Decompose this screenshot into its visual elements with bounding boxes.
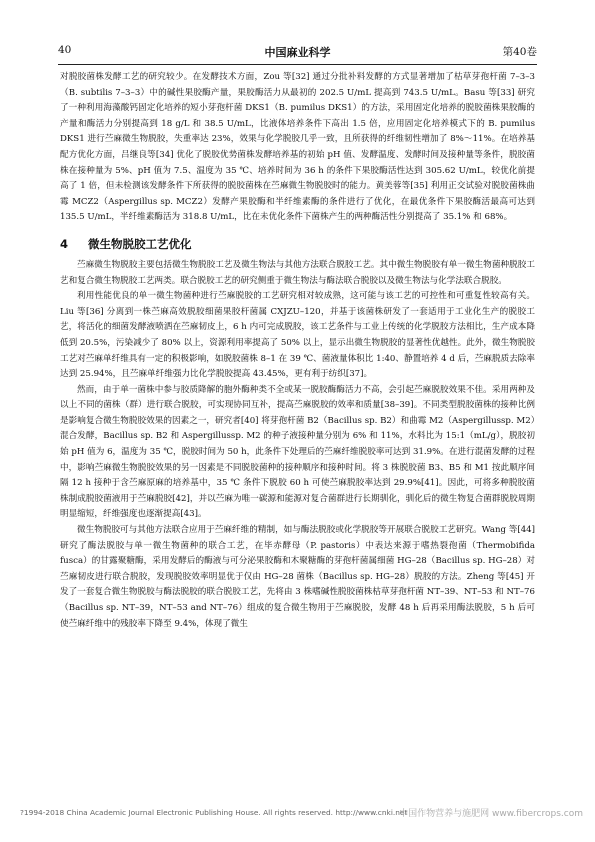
paragraph: 微生物脱胶可与其他方法联合应用于苎麻纤维的精制，如与酶法脱胶或化学脱胶等开展联合脱胶工艺研究。Wang 等[44] 研究了酶法脱胶与单一微生物菌种的联合工艺，在毕赤酵母（P. pastoris）中表达来源于嗜热裂孢菌（Thermobifida fusca）的甘露聚糖酶，采用发酵后的酶液与可分泌果胶酶和木聚糖酶的芽孢杆菌属细菌 HG–28（Bacillus sp. HG–28）对苎麻韧皮进行联合脱胶，发现脱胶效率明显优于仅由 HG–28 菌株（Bacillus sp. HG–28）脱胶的方法。Zheng 等[45] 开发了一套复合微生物脱胶与酶法脱胶的联合脱胶工艺，先将由 3 株嗜碱性脱胶菌株枯草芽孢杆菌 NT–39、NT–53 和 NT–76（Bacillus sp. NT–39，NT–53 and NT–76）组成的复合微生物用于苎麻脱胶，发酵 48 h 后再采用酶法脱胶，5 h 后可使苎麻纤维中的残胶率下降至 9.4%，体现了微生 xyxy=(60,525,535,629)
section-heading xyxy=(60,236,535,252)
page-number: 40 xyxy=(58,44,72,56)
copyright-line: ?1994-2018 China Academic Journal Electronic Publishing House. All rights reserved. http://www.cnki.net xyxy=(20,808,408,817)
journal-title: 中国麻业科学 xyxy=(264,46,331,59)
article-body xyxy=(60,70,535,632)
paragraph: 然而，由于单一菌株中参与胶质降解的胞外酶种类不全或某一脱胶酶酶活力不高，会引起苎麻脱胶效果不佳。采用两种及以上不同的菌株（群）进行联合脱胶，可实现协同互补，提高苎麻脱胶的效率和质量[38–39]。不同类型脱胶菌株的接种比例是影响复合微生物脱胶效果的因素之一，研究者[40] 将芽孢杆菌 B2（Bacillus sp. B2）和曲霉 M2（Aspergillussp. M2）混合发酵，Bacillus sp. B2 和 Aspergillussp. M2 的种子液接种量分别为 6% 和 11%，水料比为 15:1（mL/g），脱胶初始 pH 值为 6，温度为 35 ℃，脱胶时间为 50 h，此条件下处理后的苎麻纤维脱胶率可达到 31.9%。在进行混菌发酵的过程中，影响苎麻微生物脱胶效果的另一因素是不同脱胶菌种的接种顺序和接种时间。将 3 株脱胶菌 B3、B5 和 M1 按此顺序间隔 12 h 接种于含苎麻原麻的培养基中，35 ℃ 条件下脱胶 60 h 可使苎麻脱胶率达到 29.9%[41]。因此，可将多种脱胶菌株制成脱胶菌液用于苎麻脱胶[42]，并以苎麻为唯一碳源和能源对复合菌群进行长期驯化，驯化后的微生物复合菌群脱胶周期明显缩短，纤维强度也逐渐提高[43]。 xyxy=(60,384,535,520)
volume-label: 第40卷 xyxy=(502,46,537,58)
paragraph: 苎麻微生物脱胶主要包括微生物脱胶工艺及微生物法与其他方法联合脱胶工艺。其中微生物脱胶有单一微生物菌种脱胶工艺和复合微生物脱胶工艺两类。联合脱胶工艺的研究侧重于微生物法与酶法联合脱胶以及微生物法与化学法联合脱胶。 xyxy=(60,259,535,286)
watermark: 中国作物营养与施肥网 www.fibercrops.com xyxy=(399,809,583,819)
paragraph: 利用性能优良的单一微生物菌种进行苎麻脱胶的工艺研究相对较成熟，这可能与该工艺的可控性和可重复性较高有关。Liu 等[36] 分离到一株苎麻高效脱胶细菌果胶杆菌属 CXJZU–120，并基于该菌株研发了一套适用于工业化生产的脱胶工艺，将活化的细菌发酵液喷洒在苎麻韧皮上，6 h 内可完成脱胶，该工艺条件与工业上传统的化学脱胶方法相比，生产成本降低到 20.5%，污染减少了 80% 以上，资源利用率提高了 50% 以上，显示出微生物脱胶的显著性优越性。此外，微生物脱胶工艺对苎麻单纤维具有一定的积极影响，如脱胶菌株 8–1 在 39 ℃、菌液量体积比 1:40、静置培养 4 d 后，苎麻脱质去除率达到 25.94%，且苎麻单纤维强力比化学脱胶提高 43.45%，更有利于纺织[37]。 xyxy=(60,291,535,380)
section-title: 微生物脱胶工艺优化 xyxy=(88,236,192,251)
header-rule xyxy=(58,64,537,65)
section-number: 4 xyxy=(60,236,69,251)
page-header xyxy=(58,44,537,60)
paragraph: 对脱胶菌株发酵工艺的研究较少。在发酵技术方面，Zou 等[32] 通过分批补料发酵的方式显著增加了枯草芽孢杆菌 7–3–3（B. subtilis 7–3–3）中的碱性果胶酶产量，果胶酶活力从最初的 202.5 U/mL 提高到 743.5 U/mL。Basu 等[33] 研究了一种利用海藻酸钙固定化培养的短小芽孢杆菌 DKS1（B. pumilus DKS1）的方法，采用固定化培养的脱胶菌株果胶酶的产量和酶活力分别提高到 18 g/L 和 38.5 U/mL，比液体培养条件下高出 1.5 倍，应用固定化培养模式下的 B. pumilus DKS1 进行苎麻微生物脱胶，失重率达 23%，效果与化学脱胶几乎一致，且所获得的纤维韧性增加了 8%～11%。在培养基配方优化方面，吕继良等[34] 优化了脱胶优势菌株发酵培养基的初始 pH 值、发酵温度、发酵时间及接种量等条件，脱胶菌株在接种量为 5%、pH 值为 7.5、温度为 35 ℃、培养时间为 36 h 的条件下果胶酶活性达到 305.62 U/mL，较优化前提高了 1 倍，但未检测该发酵条件下所获得的脱胶菌株在苎麻微生物脱胶时的能力。黄美蓉等[35] 利用正交试验对脱胶菌株曲霉 MCZ2（Aspergillus sp. MCZ2）发酵产果胶酶和半纤维素酶的条件进行了优化，在最优条件下果胶酶活最高可达到 135.5 U/mL，半纤维素酶活为 318.8 U/mL，比在未优化条件下菌株产生的两种酶活性分别提高了 35.1% 和 68%。 xyxy=(60,72,535,223)
